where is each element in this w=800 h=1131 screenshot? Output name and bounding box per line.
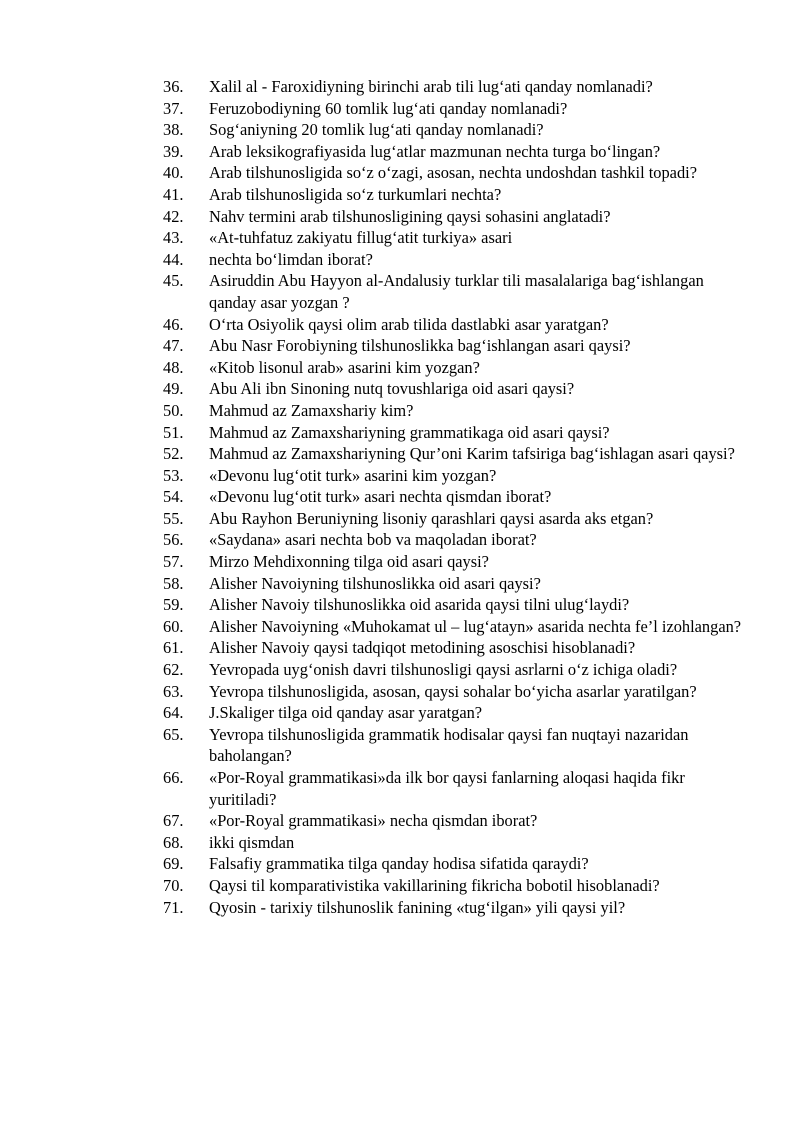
question-text: ikki qismdan: [209, 832, 295, 852]
question-number: 59.: [163, 595, 184, 615]
question-text: Arab tilshunosligida so‘z o‘zagi, asosan, nechta undoshdan tashkil topadi?: [209, 163, 697, 183]
question-number: 37.: [163, 98, 184, 118]
question-item: [163, 529, 743, 551]
question-item: [163, 659, 743, 681]
question-list: [163, 76, 743, 918]
question-number: 36.: [163, 77, 184, 96]
question-item: [163, 508, 743, 530]
question-number: 65.: [163, 724, 184, 744]
question-text: Yevropa tilshunosligida, asosan, qaysi sohalar bo‘yicha asarlar yaratilgan?: [209, 681, 697, 701]
question-number: 43.: [163, 228, 184, 248]
question-item: [163, 767, 743, 810]
question-text: «At-tuhfatuz zakiyatu fillug‘atit turkiya» asari: [209, 228, 513, 248]
question-number: 64.: [163, 703, 184, 723]
question-number: 71.: [163, 897, 184, 917]
question-number: 56.: [163, 530, 184, 550]
question-item: [163, 206, 743, 228]
question-item: [163, 378, 743, 400]
question-number: 49.: [163, 379, 184, 399]
question-text: J.Skaliger tilga oid qanday asar yaratgan?: [209, 703, 483, 723]
question-text: O‘rta Osiyolik qaysi olim arab tilida dastlabki asar yaratgan?: [209, 314, 609, 334]
question-text: «Devonu lug‘otit turk» asari nechta qismdan iborat?: [209, 487, 552, 507]
question-item: [163, 270, 743, 313]
question-text: Asiruddin Abu Hayyon al-Andalusiy turklar tili masalalariga bag‘ishlangan qanday asar yozgan ?: [209, 271, 704, 312]
question-item: [163, 616, 743, 638]
question-text: Qyosin - tarixiy tilshunoslik fanining «tug‘ilgan» yili qaysi yil?: [209, 897, 626, 917]
question-text: «Devonu lug‘otit turk» asarini kim yozgan?: [209, 465, 497, 485]
question-number: 46.: [163, 314, 184, 334]
question-text: Mirzo Mehdixonning tilga oid asari qaysi?: [209, 552, 489, 572]
question-item: [163, 184, 743, 206]
question-item: [163, 249, 743, 271]
question-item: [163, 897, 743, 919]
question-item: [163, 141, 743, 163]
question-number: 40.: [163, 163, 184, 183]
question-item: [163, 465, 743, 487]
question-text: Abu Nasr Forobiyning tilshunoslikka bag‘ishlangan asari qaysi?: [209, 336, 631, 356]
question-text: Arab leksikografiyasida lug‘atlar mazmunan nechta turga bo‘lingan?: [209, 141, 661, 161]
question-text: Arab tilshunosligida so‘z turkumlari nechta?: [209, 184, 502, 204]
question-item: [163, 486, 743, 508]
question-text: «Por-Royal grammatikasi» necha qismdan iborat?: [209, 811, 538, 831]
question-number: 60.: [163, 616, 184, 636]
question-number: 44.: [163, 249, 184, 269]
question-text: Yevropada uyg‘onish davri tilshunosligi qaysi asrlarni o‘z ichiga oladi?: [209, 660, 678, 680]
question-number: 38.: [163, 120, 184, 140]
question-number: 66.: [163, 768, 184, 787]
question-number: 42.: [163, 206, 184, 226]
question-text: Xalil al - Faroxidiyning birinchi arab tili lug‘ati qanday nomlanadi?: [209, 77, 653, 96]
question-number: 58.: [163, 573, 184, 593]
question-item: [163, 724, 743, 767]
question-text: «Saydana» asari nechta bob va maqoladan iborat?: [209, 530, 537, 550]
question-text: «Kitob lisonul arab» asarini kim yozgan?: [209, 357, 480, 377]
question-text: Alisher Navoiyning «Muhokamat ul – lug‘atayn» asarida nechta fe’l izohlangan?: [209, 616, 742, 636]
question-number: 39.: [163, 141, 184, 161]
question-text: Alisher Navoiy tilshunoslikka oid asarida qaysi tilni ulug‘laydi?: [209, 595, 630, 615]
question-item: [163, 422, 743, 444]
question-item: [163, 594, 743, 616]
question-text: Sog‘aniyning 20 tomlik lug‘ati qanday nomlanadi?: [209, 120, 544, 140]
question-number: 47.: [163, 336, 184, 356]
question-item: [163, 702, 743, 724]
question-text: Nahv termini arab tilshunosligining qaysi sohasini anglatadi?: [209, 206, 611, 226]
question-text: Alisher Navoiyning tilshunoslikka oid asari qaysi?: [209, 573, 541, 593]
question-item: [163, 443, 743, 465]
question-number: 54.: [163, 487, 184, 507]
question-item: [163, 119, 743, 141]
question-text: Qaysi til komparativistika vakillarining fikricha bobotil hisoblanadi?: [209, 875, 660, 895]
question-number: 67.: [163, 811, 184, 831]
question-item: [163, 832, 743, 854]
question-item: [163, 335, 743, 357]
question-item: [163, 551, 743, 573]
question-item: [163, 400, 743, 422]
question-number: 70.: [163, 875, 184, 895]
question-item: [163, 98, 743, 120]
question-number: 52.: [163, 444, 184, 464]
question-number: 55.: [163, 508, 184, 528]
question-text: Mahmud az Zamaxshariyning grammatikaga oid asari qaysi?: [209, 422, 610, 442]
question-number: 53.: [163, 465, 184, 485]
question-item: [163, 314, 743, 336]
question-text: Alisher Navoiy qaysi tadqiqot metodining asoschisi hisoblanadi?: [209, 638, 636, 658]
question-number: 41.: [163, 184, 184, 204]
question-number: 48.: [163, 357, 184, 377]
question-number: 45.: [163, 271, 184, 291]
question-text: Mahmud az Zamaxshariyning Qur’oni Karim tafsiriga bag‘ishlagan asari qaysi?: [209, 444, 735, 464]
question-number: 51.: [163, 422, 184, 442]
question-number: 62.: [163, 660, 184, 680]
question-number: 57.: [163, 552, 184, 572]
question-text: Mahmud az Zamaxshariy kim?: [209, 400, 414, 420]
question-item: [163, 853, 743, 875]
question-item: [163, 162, 743, 184]
question-text: Abu Ali ibn Sinoning nutq tovushlariga oid asari qaysi?: [209, 379, 575, 399]
question-item: [163, 357, 743, 379]
question-number: 69.: [163, 854, 184, 874]
question-text: Falsafiy grammatika tilga qanday hodisa sifatida qaraydi?: [209, 854, 589, 874]
question-number: 63.: [163, 681, 184, 701]
question-item: [163, 637, 743, 659]
question-item: [163, 875, 743, 897]
question-text: Feruzobodiyning 60 tomlik lug‘ati qanday nomlanadi?: [209, 98, 568, 118]
question-text: Yevropa tilshunosligida grammatik hodisalar qaysi fan nuqtayi nazaridan baholangan?: [209, 724, 689, 766]
question-item: [163, 810, 743, 832]
question-item: [163, 227, 743, 249]
question-text: «Por-Royal grammatikasi»da ilk bor qaysi fanlarning aloqasi haqida fikr yuritiladi?: [209, 768, 685, 809]
question-item: [163, 573, 743, 595]
question-item: [163, 681, 743, 703]
question-item: [163, 76, 743, 98]
question-text: nechta bo‘limdan iborat?: [209, 249, 373, 269]
question-text: Abu Rayhon Beruniyning lisoniy qarashlari qaysi asarda aks etgan?: [209, 508, 654, 528]
question-number: 61.: [163, 638, 184, 658]
question-number: 50.: [163, 400, 184, 420]
question-number: 68.: [163, 832, 184, 852]
